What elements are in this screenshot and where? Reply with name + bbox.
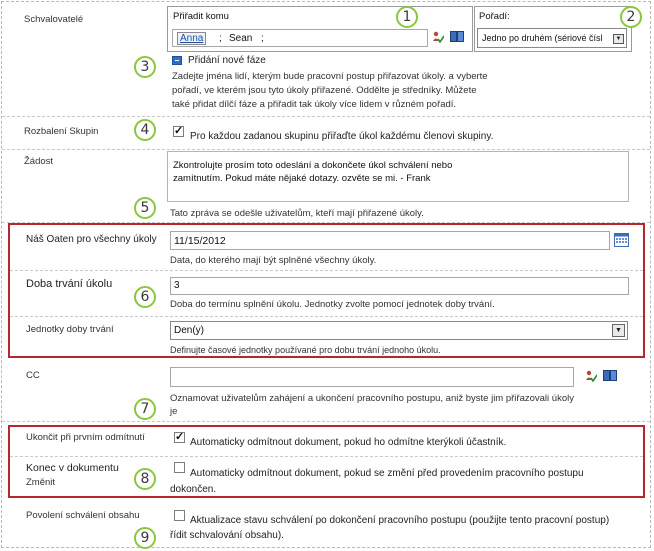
add-stage-icon[interactable] [172,56,182,65]
assign-to-header: Přiřadit komu [173,11,229,22]
due-date-label: Náš Oaten pro všechny úkoly [26,234,157,245]
section-divider [10,316,643,317]
content-approval-label: Povolení schválení obsahu [26,510,140,521]
calendar-icon[interactable] [614,233,629,247]
cc-input[interactable] [170,367,574,387]
duration-units-select[interactable] [170,321,628,340]
content-approval-checkbox[interactable] [174,510,185,521]
section-divider [10,456,643,457]
request-text-line: Zkontrolujte prosím toto odeslání a dokončete úkol schválení nebo [173,160,453,171]
approvers-help-line: také přidat dílčí fáze a přiřadit tak úkoly více lidem v různém pořadí. [172,99,457,110]
section-divider [2,116,650,117]
assignee-token[interactable]: Anna [177,32,206,45]
task-duration-value: 3 [174,280,180,291]
duration-units-value: Den(y) [174,325,205,336]
end-on-change-checkbox-label: dokončen. [170,484,217,495]
order-select[interactable] [477,28,627,48]
duration-units-label: Jednotky doby trvání [26,324,114,335]
assignee-separator: ; [219,33,222,44]
task-duration-label: Doba trvání úkolu [26,278,113,290]
due-date-help: Data, do kterého mají být splněné všechny úkoly. [170,255,377,266]
callout-marker: 7 [134,398,156,420]
request-label: Žádost [24,156,54,167]
callout-marker: 4 [134,119,156,141]
cc-help-line: Oznamovat uživatelům zahájení a ukončení pracovního postupu, aniž byste jim přiřazovali úkoly [170,393,574,404]
expand-groups-checkbox-label: Pro každou zadanou skupinu přiřaďte úkol každému členovi skupiny. [190,131,494,142]
end-on-change-label: Konec v dokumentu [26,462,119,474]
section-divider [2,421,650,422]
callout-marker: 2 [620,6,642,28]
end-on-change-label: Změnit [26,477,56,488]
approvers-help-line: Zadejte jména lidí, kterým bude pracovní postup přiřazovat úkoly. a vyberte [172,71,488,82]
check-names-icon[interactable] [585,370,597,382]
end-on-first-rejection-checkbox[interactable] [174,432,185,443]
callout-marker: 5 [134,197,156,219]
order-select-value: Jedno po druhém (sériové čísl [482,33,603,43]
end-on-first-rejection-checkbox-label: Automaticky odmítnout dokument, pokud ho odmítne kterýkoli účastník. [190,437,507,448]
order-header: Pořadí: [479,11,510,22]
assignee-token[interactable]: Sean [229,33,253,44]
cc-label: CC [26,370,40,381]
duration-units-help: Definujte časové jednotky používané pro dobu trvání jednoho úkolu. [170,345,441,355]
task-duration-help: Doba do termínu splnění úkolu. Jednotky zvolte pomocí jednotek doby trvání. [170,299,495,310]
callout-marker: 3 [134,56,156,78]
address-book-icon[interactable] [450,31,464,42]
content-approval-checkbox-label: Aktualizace stavu schválení po dokončení pracovního postupu (použijte tento pracovní postup) [190,515,610,526]
end-on-first-rejection-label: Ukončit při prvním odmítnutí [26,432,145,443]
cc-help-line: je [170,406,178,417]
assign-to-input[interactable] [172,29,428,47]
expand-groups-label: Rozbalení Skupin [24,126,99,137]
assignee-separator: ; [261,33,264,44]
end-on-change-checkbox[interactable] [174,462,185,473]
end-on-change-checkbox-label: Automaticky odmítnout dokument, pokud se změní před provedením pracovního postupu [190,468,584,479]
add-stage-link[interactable]: Přidání nové fáze [188,55,266,66]
request-textarea[interactable] [167,151,629,202]
chevron-down-icon: ▼ [613,34,624,44]
callout-marker: 1 [396,6,418,28]
expand-groups-checkbox[interactable] [173,126,184,137]
callout-marker: 9 [134,527,156,549]
section-divider [2,149,650,150]
chevron-down-icon: ▼ [612,324,625,337]
request-help: Tato zpráva se odešle uživatelům, kteří mají přiřazené úkoly. [170,208,424,219]
check-names-icon[interactable] [432,31,444,43]
request-text-line: zamítnutím. Pokud máte nějaké dotazy. ozvěte se mi. - Frank [173,173,431,184]
address-book-icon[interactable] [603,370,617,381]
due-date-value: 11/15/2012 [174,235,226,247]
content-approval-checkbox-label: řídit schvalování obsahu). [170,530,284,541]
approvers-help-line: pořadí, ve kterém jsou tyto úkoly přiřazené. Oddělte je středníky. Můžete [172,85,477,96]
task-duration-input[interactable] [170,277,629,295]
callout-marker: 8 [134,468,156,490]
due-date-input[interactable] [170,231,610,250]
callout-marker: 6 [134,286,156,308]
approvers-label: Schvalovatelé [24,14,84,25]
section-divider [10,270,643,271]
